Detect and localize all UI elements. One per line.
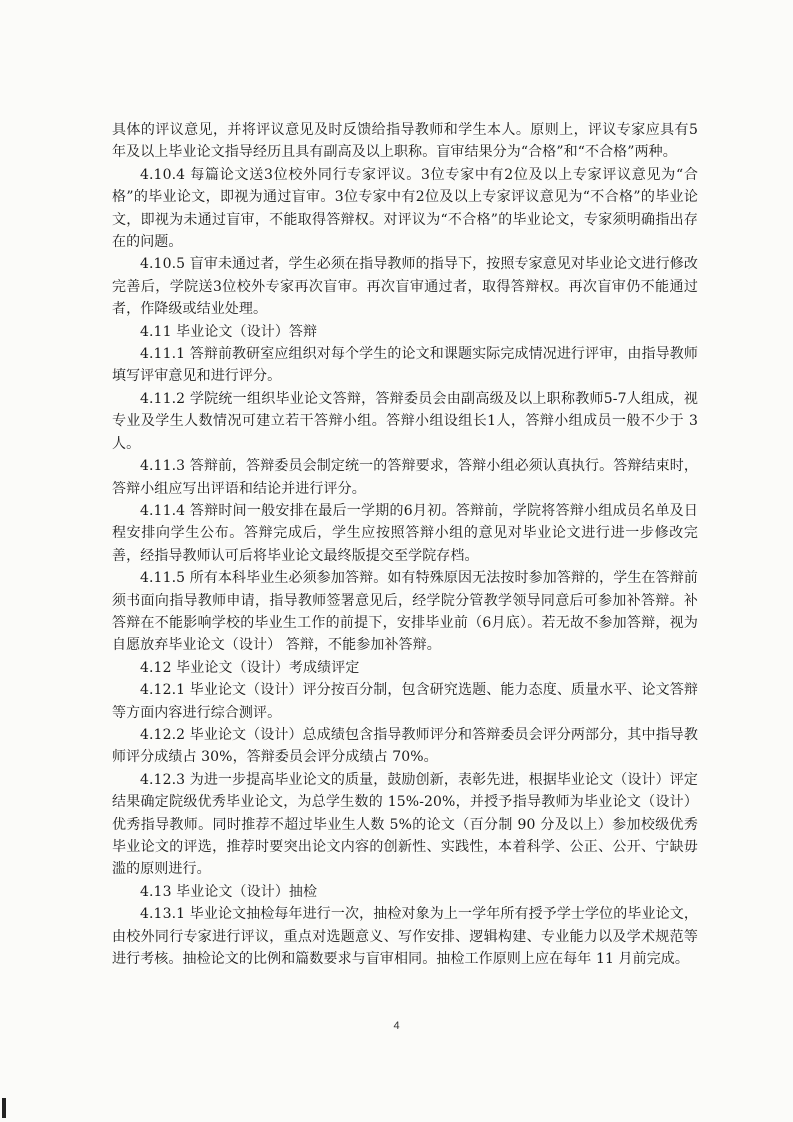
paragraph-4-12-3: 4.12.3 为进一步提高毕业论文的质量，鼓励创新，表彰先进，根据毕业论文（设计）评定结果确定院级优秀毕业论文，为总学生数的 15%-20%，并授予指导教师为毕业论文（设计）优秀指导教师。同时推荐不超过毕业生人数 5%的论文（百分制 90 分及以上）参加校级优秀毕业论文的评选，推荐时要突出论文内容的创新性、实践性，本着科学、公正、公开、宁缺毋滥的原则进行。 — [112, 771, 698, 878]
paragraph-4-11-3: 4.11.3 答辩前，答辩委员会制定统一的答辩要求，答辩小组必须认真执行。答辩结束时，答辩小组应写出评语和结论并进行评分。 — [112, 458, 698, 497]
document-body — [112, 119, 698, 970]
paragraph-4-10-5: 4.10.5 盲审未通过者，学生必须在指导教师的指导下，按照专家意见对毕业论文进行修改完善后，学院送3位校外专家再次盲审。再次盲审通过者，取得答辩权。再次盲审仍不能通过者，作降级或结业处理。 — [112, 256, 698, 318]
section-heading-4-11: 4.11 毕业论文（设计）答辩 — [140, 323, 318, 340]
paragraph-4-12-2: 4.12.2 毕业论文（设计）总成绩包含指导教师评分和答辩委员会评分两部分，其中指导教师评分成绩占 30%，答辩委员会评分成绩占 70%。 — [112, 726, 698, 766]
paragraph-4-11-1: 4.11.1 答辩前教研室应组织对每个学生的论文和课题实际完成情况进行评审，由指导教师填写评审意见和进行评分。 — [112, 346, 698, 385]
paragraph-4-11-2: 4.11.2 学院统一组织毕业论文答辩，答辩委员会由副高级及以上职称教师5-7人组成，视专业及学生人数情况可建立若干答辩小组。答辩小组设组长1人，答辩小组成员一般不少于 3 人。 — [112, 390, 698, 452]
section-heading-4-12: 4.12 毕业论文（设计）考成绩评定 — [140, 659, 360, 676]
paragraph-4-11-4: 4.11.4 答辩时间一般安排在最后一学期的6月初。答辩前，学院将答辩小组成员名单及日程安排向学生公布。答辩完成后，学生应按照答辩小组的意见对毕业论文进行进一步修改完善，经指导教师认可后将毕业论文最终版提交至学院存档。 — [112, 502, 698, 564]
paragraph-4-13-1: 4.13.1 毕业论文抽检每年进行一次，抽检对象为上一学年所有授予学士学位的毕业论文，由校外同行专家进行评议，重点对选题意义、写作安排、逻辑构建、专业能力以及学术规范等进行考核。抽检论文的比例和篇数要求与盲审相同。抽检工作原则上应在每年 11 月前完成。 — [112, 906, 698, 968]
paragraph-4-11-5: 4.11.5 所有本科毕业生必须参加答辩。如有特殊原因无法按时参加答辩的，学生在答辩前须书面向指导教师申请，指导教师签署意见后，经学院分管教学领导同意后可参加补答辩。补答辩在不能影响学校的毕业生工作的前提下，安排毕业前（6月底）。若无故不参加答辩，视为自愿放弃毕业论文（设计） 答辩，不能参加补答辩。 — [112, 570, 698, 654]
section-heading-4-13: 4.13 毕业论文（设计）抽检 — [140, 883, 318, 900]
paragraph-4-10-4: 4.10.4 每篇论文送3位校外同行专家评议。3位专家中有2位及以上专家评议意见为“合格”的毕业论文，即视为通过盲审。3位专家中有2位及以上专家评议意见为“不合格”的毕业论文，即视为未通过盲审，不能取得答辩权。对评议为“不合格”的毕业论文，专家须明确指出存在的问题。 — [112, 166, 698, 251]
paragraph-review-opinion: 具体的评议意见，并将评议意见及时反馈给指导教师和学生本人。原则上，评议专家应具有5年及以上毕业论文指导经历且具有副高及以上职称。盲审结果分为“合格”和“不合格”两种。 — [112, 122, 698, 161]
paragraph-4-12-1: 4.12.1 毕业论文（设计）评分按百分制，包含研究选题、能力态度、质量水平、论文答辩等方面内容进行综合测评。 — [112, 682, 698, 721]
scan-edge-mark — [2, 1098, 6, 1118]
page-number: 4 — [393, 1020, 400, 1032]
